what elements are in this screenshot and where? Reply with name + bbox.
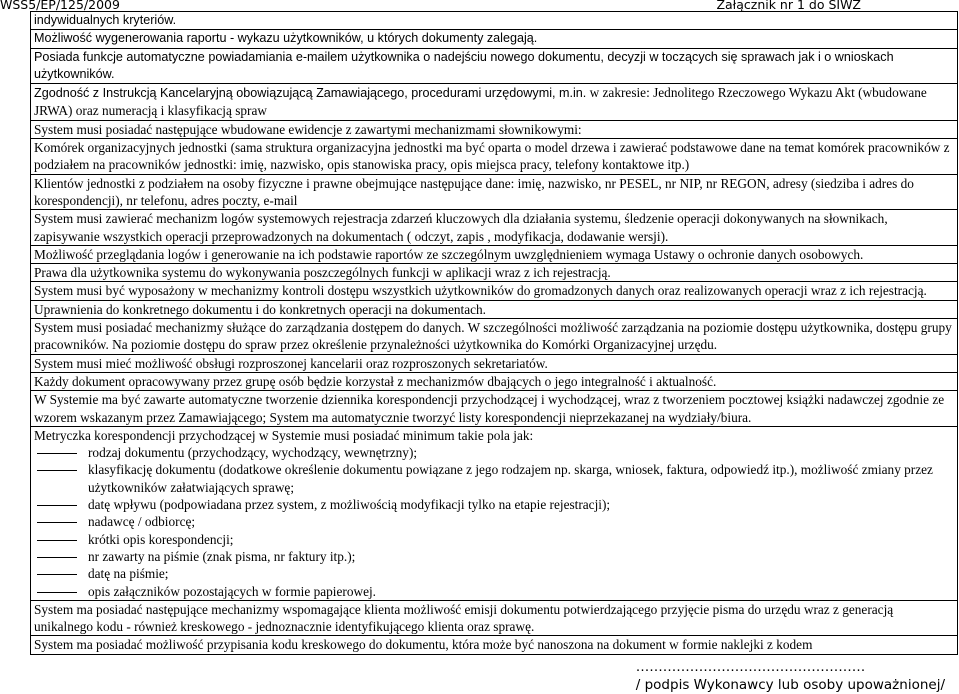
table-cell: Możliwość wygenerowania raportu - wykazu użytkowników, u których dokumenty zalegają. [31, 30, 958, 48]
list-item: nadawcę / odbiorcę; [34, 513, 955, 530]
table-row [31, 264, 958, 282]
table-row [31, 84, 958, 121]
signature-line: …………………………………………… [635, 659, 866, 675]
list-item: krótki opis korespondencji; [34, 531, 955, 548]
cell-text-serif: w zakresie: Jednolitego Rzeczowego Wykazu Akt (wbudowane JRWA) oraz numeracją i klasyfikacją spraw [34, 85, 927, 119]
table-cell: System musi mieć możliwość obsługi rozproszonej kancelarii oraz rozproszonych sekretariatów. [31, 354, 958, 372]
list-item: datę wpływu (podpowiadana przez system, z możliwością modyfikacji tylko na etapie rejestracji); [34, 496, 955, 513]
table-cell: Prawa dla użytkownika systemu do wykonywania poszczególnych funkcji w aplikacji wraz z ich rejestracją. [31, 264, 958, 282]
table-row [31, 120, 958, 138]
requirements-table [30, 11, 958, 655]
list-item: nr zawarty na piśmie (znak pisma, nr faktury itp.); [34, 548, 955, 565]
table-cell: System musi posiadać mechanizmy służące do zarządzania dostępem do danych. W szczególności możliwość zarządzania na poziomie dostępu użytkownika, dostępu grupy pracowników. Na poziomie dostępu do spraw przez określenie przynależności użytkownika do Komórki Organizacyjnej urzędu. [31, 319, 958, 355]
document-reference: WSS5/EP/125/2009 [0, 0, 120, 12]
list-item: datę na piśmie; [34, 565, 955, 582]
table-cell: W Systemie ma być zawarte automatyczne tworzenie dziennika korespondencji przychodzącej i wychodzącej, wraz z tworzeniem pocztowej książki nadawczej zgodnie ze wzorem wskazanym przez Zamawiającego; System ma automatycznie tworzyć listy korespondencji nieprzekazanej na wydziały/biura. [31, 391, 958, 427]
table-cell: Każdy dokument opracowywany przez grupę osób będzie korzystał z mechanizmów dbających o jego integralność i aktualność. [31, 372, 958, 390]
table-row [31, 354, 958, 372]
table-row [31, 319, 958, 355]
table-row [31, 30, 958, 48]
table-cell: System ma posiadać następujące mechanizmy wspomagające klienta możliwość emisji dokumentu potwierdzającego przyjęcie pisma do urzędu wraz z generacją unikalnego kodu - również kreskowego - jednoznacznie identyfikującego klienta oraz sprawę. [31, 600, 958, 636]
table-row [31, 391, 958, 427]
table-row [31, 282, 958, 300]
table-row [31, 245, 958, 263]
metryczka-intro: Metryczka korespondencji przychodzącej w Systemie musi posiadać minimum takie pola jak: [34, 427, 534, 443]
table-row [31, 636, 958, 654]
table-row [31, 372, 958, 390]
table-row [31, 48, 958, 84]
table-row [31, 210, 958, 246]
cell-text-sans: Zgodność z Instrukcją Kancelaryjną obowiązującą Zamawiającego, procedurami urzędowymi, m.in. [34, 86, 587, 101]
table-cell: Komórek organizacyjnych jednostki (sama struktura organizacyjna jednostki ma być oparta o model drzewa i zawierać podstawowe dane na temat komórek pracowników z podziałem na pracowników jednostki: imię, nazwisko, opis stanowiska pracy, opis miejsca pracy, telefony kontaktowe itp.) [31, 139, 958, 175]
table-row [31, 174, 958, 210]
table-cell: Uprawnienia do konkretnego dokumentu i do konkretnych operacji na dokumentach. [31, 300, 958, 318]
signature-block [636, 658, 945, 694]
table-cell [31, 84, 958, 121]
attachment-label: Załącznik nr 1 do SIWZ [716, 0, 861, 12]
table-row [31, 300, 958, 318]
list-item: rodzaj dokumentu (przychodzący, wychodzący, wewnętrzny); [34, 444, 955, 461]
table-cell [31, 426, 958, 600]
table-cell: indywidualnych kryteriów. [31, 12, 958, 30]
table-cell: Możliwość przeglądania logów i generowanie na ich podstawie raportów ze szczególnym uwzględnieniem wymaga Ustawy o ochronie danych osobowych. [31, 245, 958, 263]
table-row [31, 12, 958, 30]
table-cell: System musi zawierać mechanizm logów systemowych rejestracja zdarzeń kluczowych dla działania systemu, śledzenie operacji dokonywanych na słownikach, zapisywanie wszystkich operacji przeprowadzonych na dokumentach ( odczyt, zapis , modyfikacja, dodawanie wersji). [31, 210, 958, 246]
signature-caption: / podpis Wykonawcy lub osoby upoważnionej/ [635, 677, 945, 693]
table-cell: System ma posiadać możliwość przypisania kodu kreskowego do dokumentu, która może być nanoszona na dokument w formie naklejki z kodem [31, 636, 958, 654]
table-cell: System musi posiadać następujące wbudowane ewidencje z zawartymi mechanizmami słownikowymi: [31, 120, 958, 138]
table-cell: System musi być wyposażony w mechanizmy kontroli dostępu wszystkich użytkowników do gromadzonych danych oraz realizowanych operacji wraz z ich rejestracją. [31, 282, 958, 300]
metryczka-field-list [34, 444, 955, 600]
table-row [31, 426, 958, 600]
table-cell: Posiada funkcje automatyczne powiadamiania e-mailem użytkownika o nadejściu nowego dokumentu, decyzji w toczących się sprawach jak i o wnioskach użytkowników. [31, 48, 958, 84]
table-row [31, 600, 958, 636]
table-row [31, 139, 958, 175]
table-cell: Klientów jednostki z podziałem na osoby fizyczne i prawne obejmujące następujące dane: imię, nazwisko, nr PESEL, nr NIP, nr REGON, adresy (siedziba i adres do korespondencji), nr telefonu, adres poczty, e-mail [31, 174, 958, 210]
list-item: opis załączników pozostających w formie papierowej. [34, 583, 955, 600]
list-item: klasyfikację dokumentu (dodatkowe określenie dokumentu powiązane z jego rodzajem np. skarga, wniosek, faktura, odpowiedź itp.), możliwość zmiany przez użytkowników załatwiających sprawę; [34, 461, 955, 496]
